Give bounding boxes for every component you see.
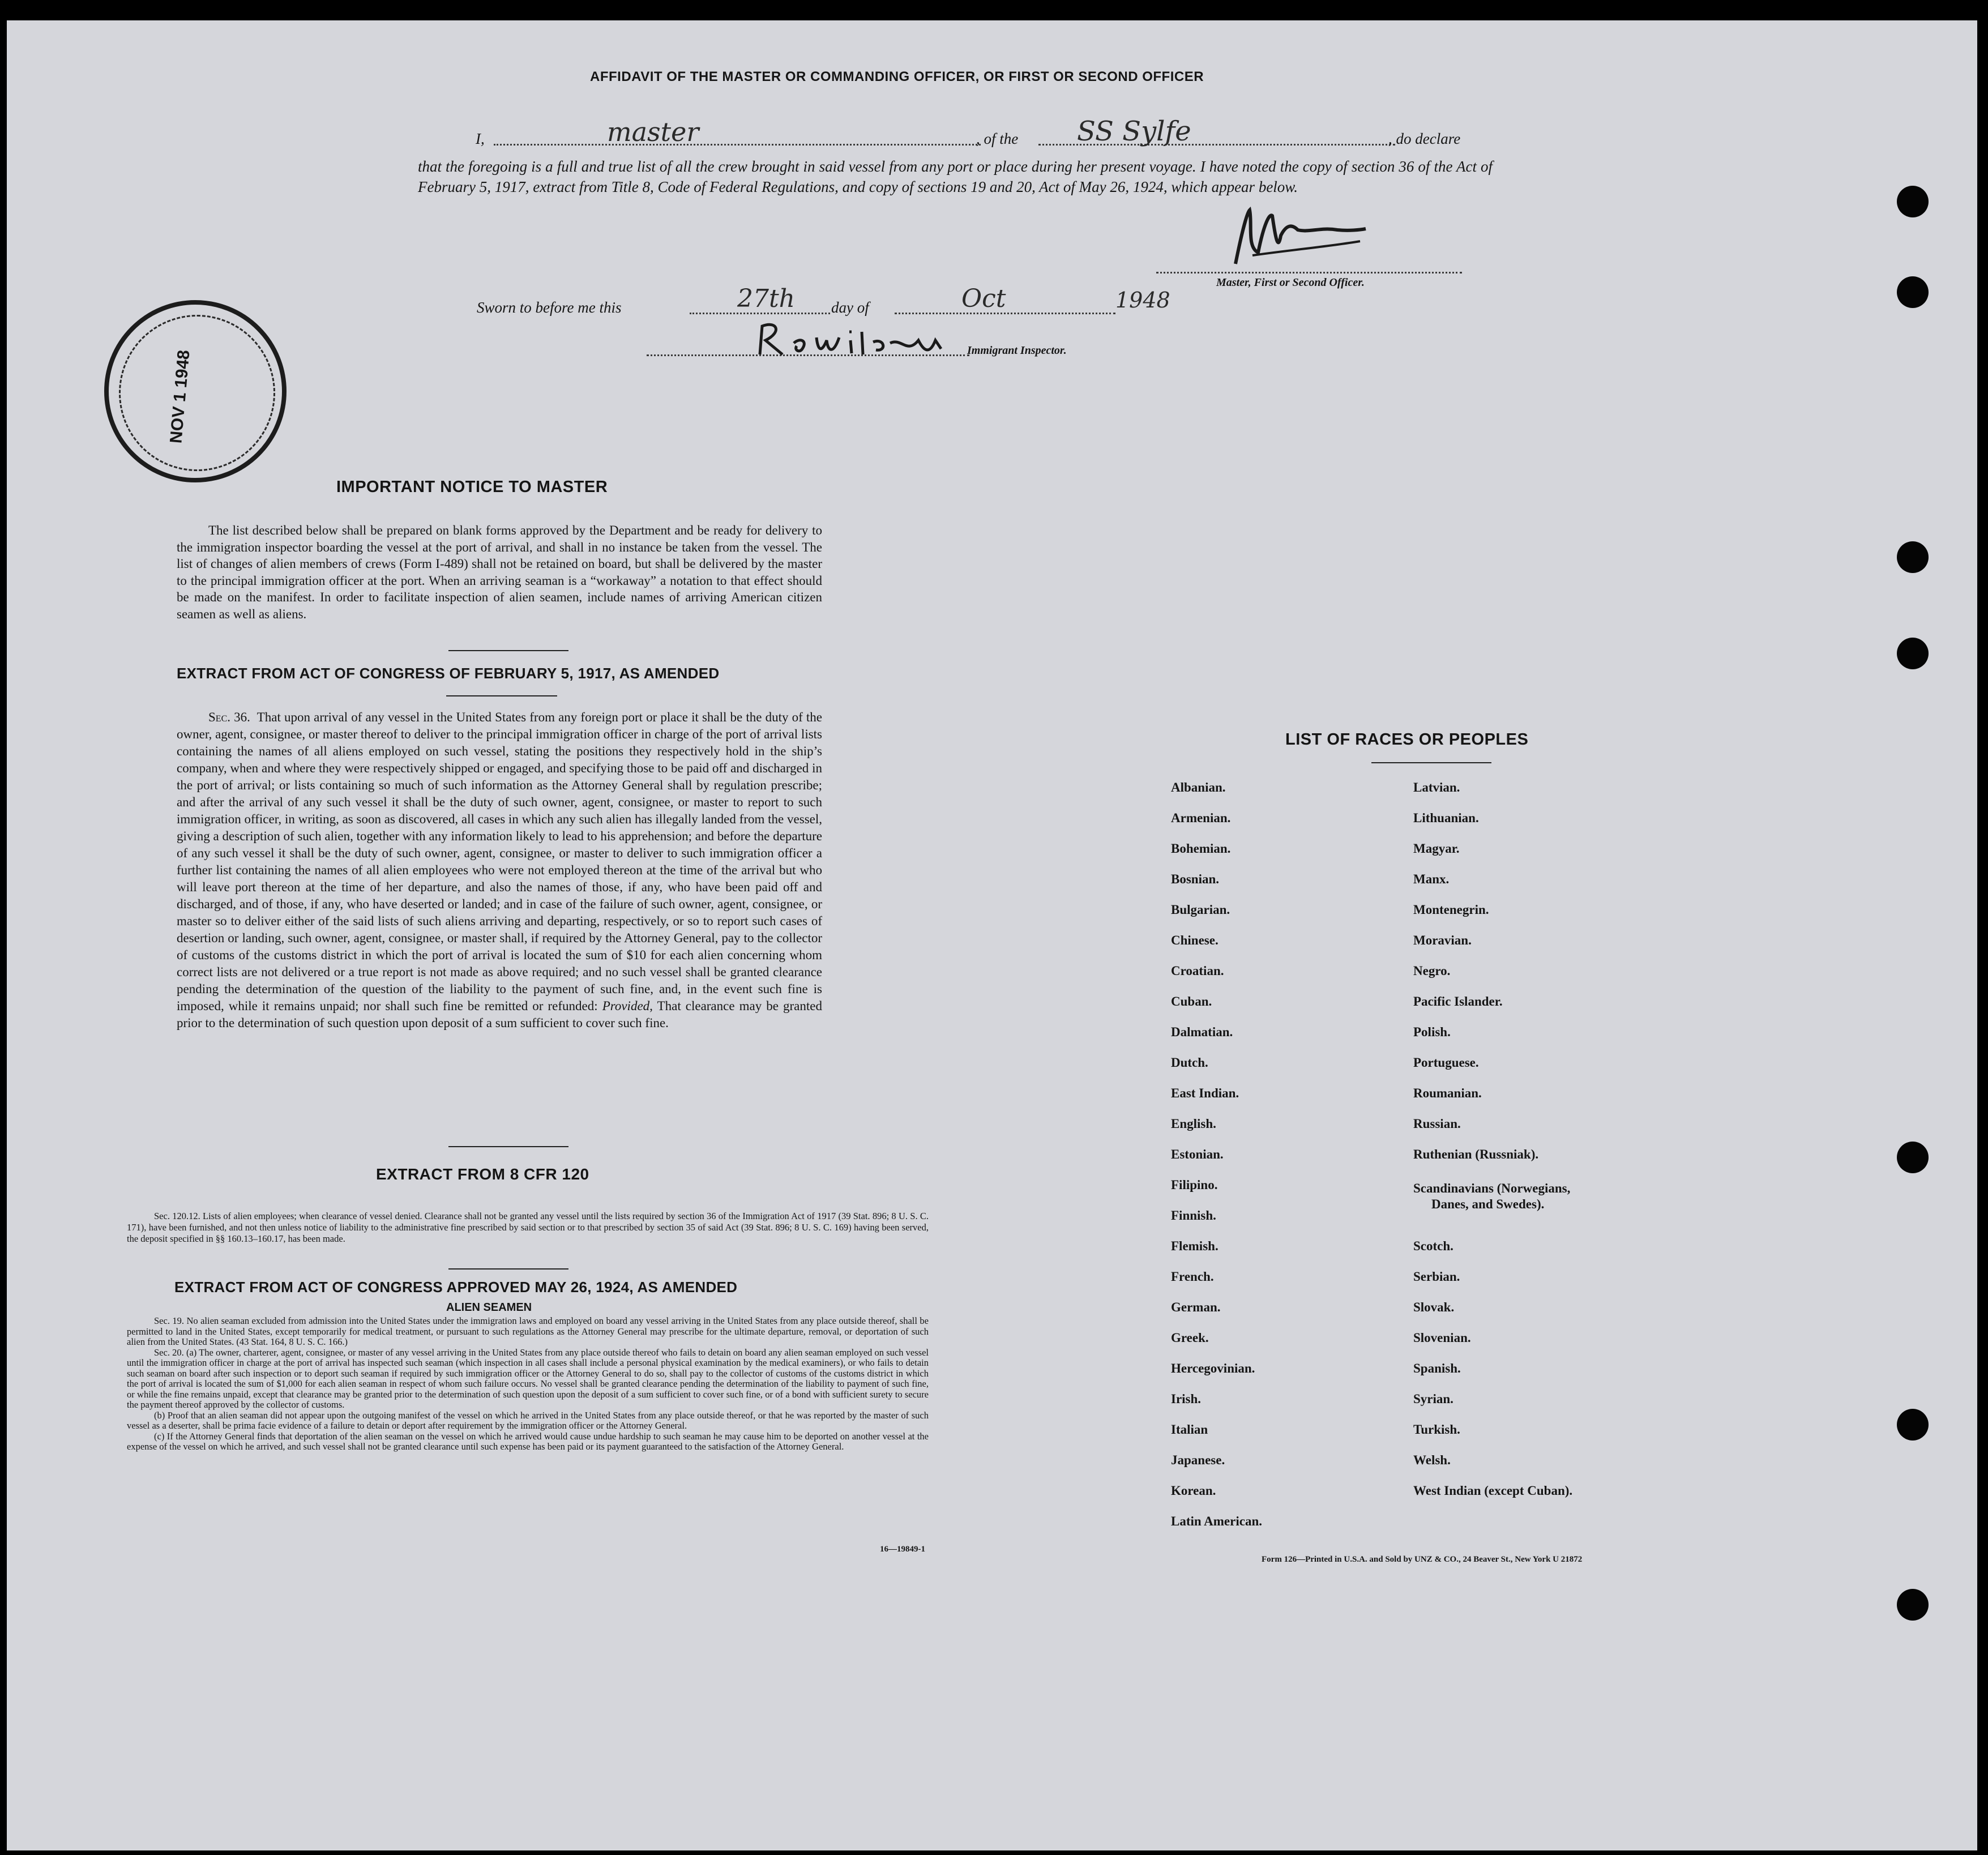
declarant-line — [494, 144, 981, 146]
race-item: Japanese. — [1171, 1453, 1225, 1467]
do-declare-text: , do declare — [1388, 130, 1461, 147]
cfr-text: Sec. 120.12. Lists of alien employees; when clearance of vessel denied. Clearance shall not be granted any vessel until the lists required by section 36 of the Immigration Act of 1917 (39 Stat. 896; 8 U. S. C. 171), have been furnished, and not then unless notice of liability to the administrative fine prescribed by said section or to that prescribed by section 35 of said Act (39 Stat. 896; 8 U. S. C. 169) having been served, the deposit specified in §§ 160.13–160.17, has been made. — [127, 1211, 929, 1244]
race-item: Armenian. — [1171, 811, 1231, 825]
extract-1924-text — [127, 1316, 929, 1452]
affidavit-body: that the foregoing is a full and true list of all the crew brought in said vessel from any port or place during her present voyage. I have noted the copy of section 36 of the Act of February 5, 1917, extract from Title 8, Code of Federal Regulations, and copy of sections 19 and 20, Act of May 26, 1924, which appear below. — [418, 158, 1493, 195]
sworn-prefix: Sworn to before me this — [477, 299, 622, 316]
race-item: Pacific Islander. — [1413, 994, 1503, 1008]
sec-20a-text: Sec. 20. (a) The owner, charterer, agent, consignee, or master of any vessel arriving in the United States from any place outside thereof who fails to detain on board any alien seaman employed on such vessel until the immigration officer in charge at the port of arrival has inspected such seaman (which inspection in all cases shall include a personal physical examination by the medical examiners), or who fails to detain such seaman on board after such inspection or to deport such seaman if required by such immigration officer or the Attorney General to do so, shall pay to the collector of customs of the customs district in which the port of arrival is located the sum of $1,000 for each alien seaman in respect of whom such failure occurs. No vessel shall be granted clearance pending the determination of the liability to payment of such fine, or while the fine remains unpaid, except that clearance may be granted prior to the determination of such question upon the deposit of a sum sufficient to cover such fine, or of a bond with sufficient surety to secure the payment thereof approved by the collector of customs. — [127, 1347, 929, 1410]
document-page — [7, 20, 1977, 1850]
punch-hole — [1897, 541, 1929, 573]
sec-19-text: Sec. 19. No alien seaman excluded from admission into the United States under the immigration laws and employed on board any vessel arriving in the United States from any place outside thereof, shall be permitted to land in the United States, except temporarily for medical treatment, or pursuant to such regulations as the Attorney General may prescribe for the ultimate departure, removal, or deportation of such alien from the United States. (43 Stat. 164, 8 U. S. C. 166.) — [127, 1315, 929, 1347]
race-item: West Indian (except Cuban). — [1413, 1484, 1573, 1498]
declarant-role: master — [607, 117, 699, 147]
printer-note: Form 126—Printed in U.S.A. and Sold by UNZ & CO., 24 Beaver St., New York U 21872 — [1262, 1555, 1583, 1564]
race-item: Finnish. — [1171, 1208, 1216, 1223]
inspector-caption: Immigrant Inspector. — [967, 344, 1067, 357]
race-item: Polish. — [1413, 1025, 1451, 1039]
punch-hole — [1897, 638, 1929, 669]
race-item: Filipino. — [1171, 1178, 1218, 1192]
sworn-month: Oct — [961, 284, 1006, 313]
alien-seamen-subtitle: ALIEN SEAMEN — [446, 1301, 532, 1314]
affidavit-title: AFFIDAVIT OF THE MASTER OR COMMANDING OFFICER, OR FIRST OR SECOND OFFICER — [590, 69, 1204, 84]
race-item: Roumanian. — [1413, 1086, 1482, 1100]
race-item: German. — [1171, 1300, 1221, 1314]
master-caption: Master, First or Second Officer. — [1216, 276, 1365, 289]
sec-36-body: That upon arrival of any vessel in the United States from any foreign port or place it shall be the duty of the owner, agent, consignee, or master thereof to deliver to the principal immigration officer in charge of the port of arrival lists containing the names of all aliens employed on such vessel, stating the positions they respectively hold in the ship’s company, when and where they were respectively shipped or engaged, and specifying those to be paid off and discharged in the port of arrival; or lists containing so much of such information as the Attorney General shall by regulation prescribe; and after the arrival of any such vessel it shall be the duty of such owner, agent, consignee, or master to report to such immigration officer, in writing, as soon as discovered, all cases in which any such alien has illegally landed from the vessel, giving a description of such alien, together with any information likely to lead to his apprehension; and before the departure of any such vessel it shall be the duty of such owner, agent, consignee, or master to deliver to such immigration officer a further list containing the names of all alien employees who were not employed thereon at the time of the arrival but who will leave port thereon at the time of her departure, and also the names of those, if any, who have been paid off and discharged, and of those, if any, who have deserted or landed; and in case of the failure of such owner, agent, consignee, or master so to deliver either of the said lists of such aliens arriving and departing, respectively, or so to report such cases of desertion or landing, such owner, agent, consignee, or master shall, if required by the Attorney General, pay to the collector of customs of the customs district in which the port of arrival is located the sum of $10 for each alien concerning whom correct lists are not delivered or a true report is not made as above required; and no such vessel shall be granted clearance pending the determination of the question of the liability to the payment of such fine, and, in the event such fine is imposed, while it remains unpaid; nor shall such fine be remitted or refunded: — [177, 710, 822, 1013]
extract-1917-title: EXTRACT FROM ACT OF CONGRESS OF FEBRUARY 5, 1917, AS AMENDED — [177, 665, 720, 682]
inspection-stamp — [104, 300, 287, 482]
race-item: Magyar. — [1413, 841, 1460, 856]
form-number: 16—19849-1 — [880, 1545, 925, 1554]
divider — [448, 1146, 568, 1147]
race-item: Flemish. — [1171, 1239, 1219, 1253]
race-item: Serbian. — [1413, 1270, 1460, 1284]
race-item: Estonian. — [1171, 1147, 1224, 1161]
of-the-text: , of the — [976, 130, 1019, 147]
race-item: Hercegovinian. — [1171, 1361, 1255, 1375]
race-item: Dalmatian. — [1171, 1025, 1233, 1039]
race-item: Syrian. — [1413, 1392, 1453, 1406]
sworn-year: 1948 — [1115, 288, 1170, 313]
race-item: Lithuanian. — [1413, 811, 1479, 825]
race-item: Spanish. — [1413, 1361, 1461, 1375]
master-signature — [1224, 202, 1371, 270]
race-item: Welsh. — [1413, 1453, 1451, 1467]
punch-hole — [1897, 1589, 1929, 1621]
race-item: Slovak. — [1413, 1300, 1455, 1314]
divider — [1371, 762, 1491, 763]
punch-hole — [1897, 276, 1929, 308]
race-item: Slovenian. — [1413, 1331, 1471, 1345]
race-item: Bohemian. — [1171, 841, 1231, 856]
race-item: Latin American. — [1171, 1514, 1262, 1528]
divider — [446, 695, 557, 696]
race-item: Turkish. — [1413, 1422, 1460, 1437]
race-item: Croatian. — [1171, 964, 1224, 978]
notice-text: The list described below shall be prepared on blank forms approved by the Department and be ready for delivery to the immigration inspector boarding the vessel at the port of arrival, and shall in no instance be taken from the vessel. The list of changes of alien members of crews (Form I-489) shall not be retained on board, but shall be delivered by the master to the principal immigration officer at the port. When an arriving seaman is a “workaway” a notation to that effect should be made on the manifest. In order to facilitate inspection of alien seamen, include names of arriving American citizen seamen as well as aliens. — [177, 523, 822, 621]
sec-20b-text: (b) Proof that an alien seaman did not appear upon the outgoing manifest of the vessel on which he arrived in the United States from any place outside thereof, or that he was reported by the master of such vessel as a deserter, shall be prima facie evidence of a failure to detain or deport after requirement by the immigration officer or the Attorney General. — [127, 1409, 929, 1431]
master-signature-line — [1156, 272, 1462, 273]
race-item: Scandinavians (Norwegians, — [1413, 1181, 1571, 1195]
race-item: Dutch. — [1171, 1055, 1208, 1070]
provided-label: Provided, — [602, 999, 653, 1013]
punch-hole — [1897, 186, 1929, 217]
race-item: Irish. — [1171, 1392, 1202, 1406]
race-item: Chinese. — [1171, 933, 1219, 947]
race-item: Italian — [1171, 1422, 1208, 1437]
race-item: Portuguese. — [1413, 1055, 1479, 1070]
race-item: Albanian. — [1171, 780, 1226, 794]
sec-36-text — [177, 709, 822, 1032]
race-item: Bulgarian. — [1171, 903, 1230, 917]
race-item: Ruthenian (Russniak). — [1413, 1147, 1539, 1161]
race-item: Scotch. — [1413, 1239, 1453, 1253]
stamp-date: NOV 1 1948 — [166, 349, 194, 444]
race-item: Korean. — [1171, 1484, 1216, 1498]
punch-hole — [1897, 1409, 1929, 1441]
races-title: LIST OF RACES OR PEOPLES — [1285, 730, 1529, 749]
race-item: Manx. — [1413, 872, 1450, 886]
race-item: Negro. — [1413, 964, 1451, 978]
divider — [448, 1268, 568, 1270]
divider — [448, 650, 568, 651]
provided-text: That clearance may be granted prior to the determination of such question upon deposit of a sum sufficient to cover such fine. — [177, 999, 822, 1030]
sec-36-label: Sec. 36. — [208, 710, 250, 724]
race-item: Greek. — [1171, 1331, 1209, 1345]
extract-1924-title: EXTRACT FROM ACT OF CONGRESS APPROVED MAY 26, 1924, AS AMENDED — [174, 1279, 738, 1296]
race-item: Bosnian. — [1171, 872, 1220, 886]
declarant-prefix: I, — [476, 130, 485, 147]
race-item: East Indian. — [1171, 1086, 1239, 1100]
notice-title: IMPORTANT NOTICE TO MASTER — [336, 478, 608, 496]
extract-cfr-title: EXTRACT FROM 8 CFR 120 — [376, 1165, 589, 1183]
race-item: Latvian. — [1413, 780, 1460, 794]
race-item: Moravian. — [1413, 933, 1472, 947]
race-item: Montenegrin. — [1413, 903, 1489, 917]
sworn-day: 27th — [737, 284, 796, 313]
vessel-name: SS Sylfe — [1077, 116, 1191, 147]
day-of-text: day of — [831, 299, 869, 316]
inspector-signature — [754, 315, 992, 360]
race-item: Russian. — [1413, 1117, 1461, 1131]
sec-20c-text: (c) If the Attorney General finds that deportation of the alien seaman on the vessel on which he arrived would cause undue hardship to such seaman he may cause him to be deported on another vessel at the expense of the vessel on which he arrived, and such vessel shall not be granted clearance until such expense has been paid or its payment guaranteed to the satisfaction of the Attorney General. — [127, 1430, 929, 1452]
race-item: Danes, and Swedes). — [1431, 1197, 1545, 1211]
race-item: English. — [1171, 1117, 1216, 1131]
punch-hole — [1897, 1142, 1929, 1173]
race-item: Cuban. — [1171, 994, 1212, 1008]
race-item: French. — [1171, 1270, 1214, 1284]
